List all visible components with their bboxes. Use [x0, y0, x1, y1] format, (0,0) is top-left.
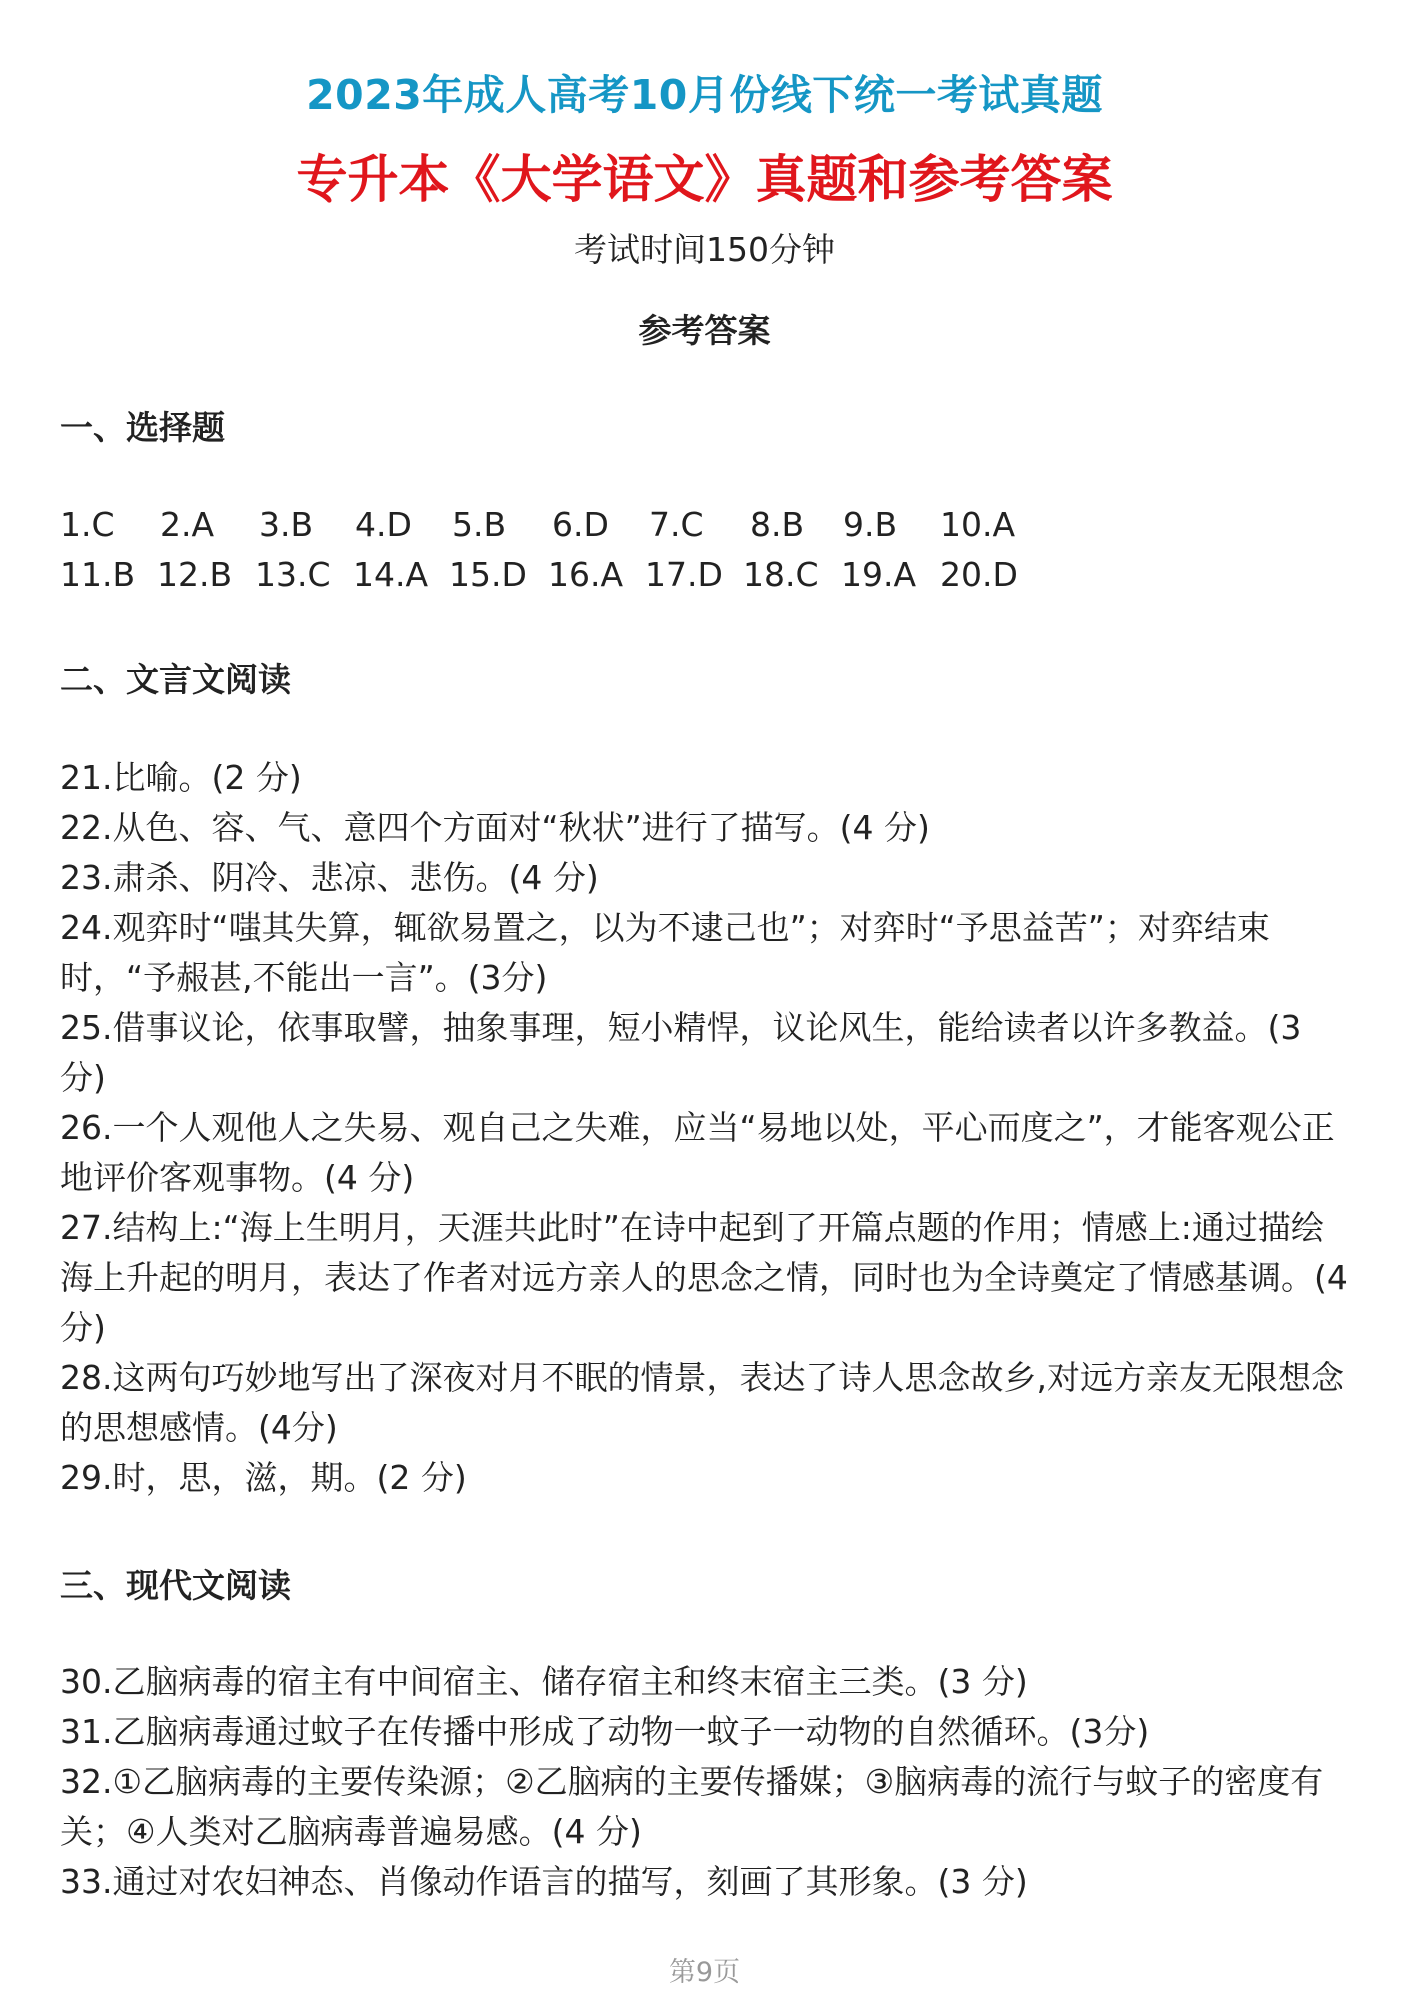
answer-item: 29.时，思，滋，期。(2 分)	[60, 1458, 467, 1497]
exam-title: 2023年成人高考10月份线下统一考试真题	[306, 71, 1103, 119]
mc-answer: 6.D	[552, 505, 609, 544]
mc-answer: 9.B	[843, 505, 898, 544]
mc-answer: 13.C	[255, 555, 331, 594]
page-number: 第9页	[668, 1957, 741, 1988]
mc-answer: 8.B	[750, 505, 805, 544]
mc-answer: 12.B	[157, 555, 233, 594]
document-subtitle: 专升本《大学语文》真题和参考答案	[296, 151, 1113, 210]
mc-answer: 16.A	[548, 555, 624, 594]
exam-time: 考试时间150分钟	[574, 230, 835, 269]
modern-answers-list	[60, 1657, 1355, 1907]
mc-answer: 17.D	[645, 555, 723, 594]
answer-item: 31.乙脑病毒通过蚊子在传播中形成了动物一蚊子一动物的自然循环。(3分)	[60, 1712, 1150, 1751]
answer-item: 28.这两句巧妙地写出了深夜对月不眠的情景，表达了诗人思念故乡,对远方亲友无限想念的思想感情。(4分)	[60, 1358, 1344, 1447]
mc-answer: 3.B	[259, 505, 314, 544]
answer-item: 25.借事议论，依事取譬，抽象事理，短小精悍，议论风生，能给读者以许多教益。(3 分)	[60, 1008, 1302, 1097]
classical-answers-list	[60, 753, 1355, 1503]
mc-answer: 1.C	[60, 505, 115, 544]
mc-answer: 5.B	[452, 505, 507, 544]
answer-heading: 参考答案	[638, 311, 771, 350]
mc-answers-row-1	[60, 505, 1360, 553]
mc-answer: 14.A	[353, 555, 429, 594]
mc-answer: 15.D	[449, 555, 527, 594]
answer-item: 26.一个人观他人之失易、观自己之失难，应当“易地以处，平心而度之”，才能客观公正地评价客观事物。(4 分)	[60, 1108, 1335, 1197]
answer-item: 32.①乙脑病毒的主要传染源；②乙脑病的主要传播媒；③脑病毒的流行与蚊子的密度有关；④人类对乙脑病毒普遍易感。(4 分)	[60, 1762, 1324, 1851]
answer-item: 23.肃杀、阴冷、悲凉、悲伤。(4 分)	[60, 858, 599, 897]
section-heading-modern: 三、现代文阅读	[60, 1566, 291, 1605]
answer-item: 21.比喻。(2 分)	[60, 758, 302, 797]
mc-answer: 18.C	[743, 555, 819, 594]
answer-item: 24.观弈时“嗤其失算，辄欲易置之，以为不逮己也”；对弈时“予思益苦”；对弈结束时，“予赧甚,不能出一言”。(3分)	[60, 908, 1270, 997]
answer-item: 30.乙脑病毒的宿主有中间宿主、储存宿主和终末宿主三类。(3 分)	[60, 1662, 1028, 1701]
section-heading-choice: 一、选择题	[60, 408, 225, 447]
mc-answers-row-2	[60, 555, 1360, 603]
mc-answer: 7.C	[649, 505, 704, 544]
mc-answer: 20.D	[940, 555, 1018, 594]
mc-answer: 11.B	[60, 555, 136, 594]
mc-answer: 2.A	[160, 505, 215, 544]
mc-answer: 4.D	[355, 505, 412, 544]
answer-item: 27.结构上:“海上生明月，天涯共此时”在诗中起到了开篇点题的作用；情感上:通过描绘海上升起的明月，表达了作者对远方亲人的思念之情，同时也为全诗奠定了情感基调。(4 分)	[60, 1208, 1348, 1347]
mc-answer: 10.A	[940, 505, 1016, 544]
answer-item: 22.从色、容、气、意四个方面对“秋状”进行了描写。(4 分)	[60, 808, 930, 847]
section-heading-classical: 二、文言文阅读	[60, 660, 291, 699]
answer-item: 33.通过对农妇神态、肖像动作语言的描写，刻画了其形象。(3 分)	[60, 1862, 1028, 1901]
mc-answer: 19.A	[841, 555, 917, 594]
